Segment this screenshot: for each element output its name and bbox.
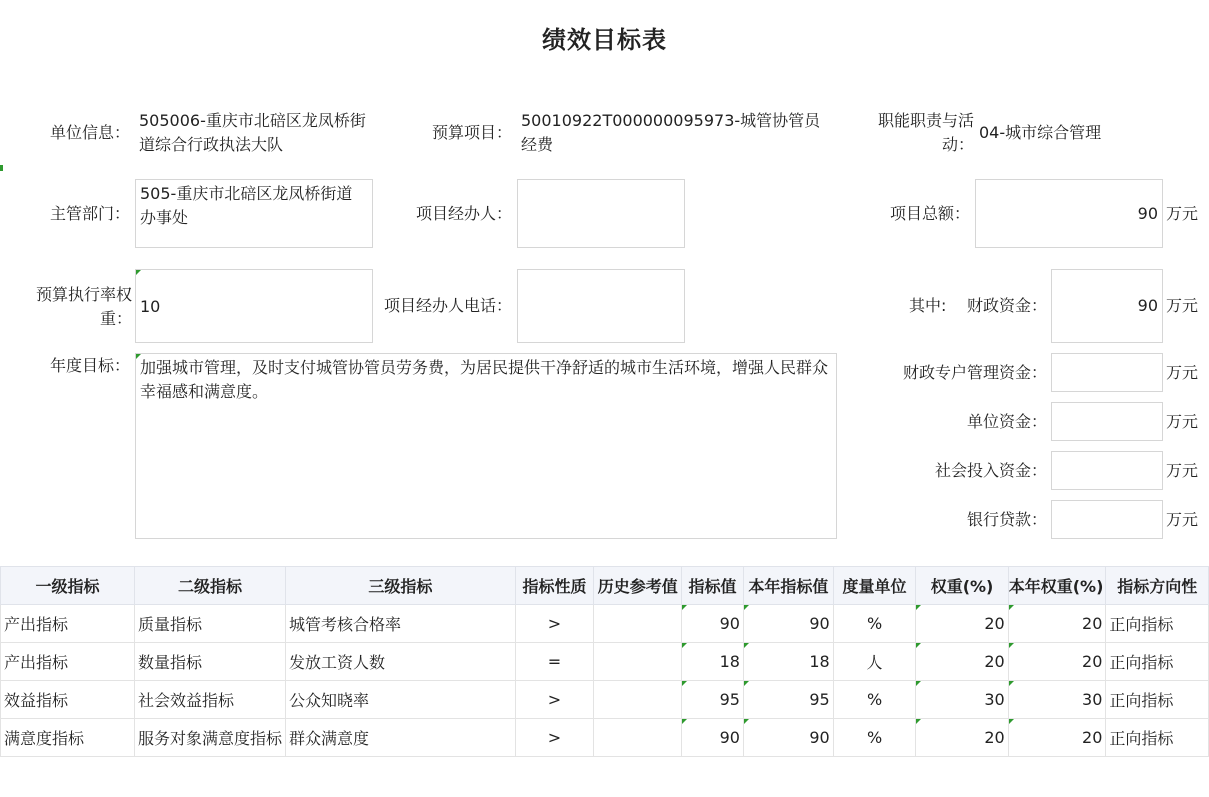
manager-field[interactable] bbox=[517, 179, 685, 248]
cell-level3[interactable]: 公众知晓率 bbox=[286, 681, 516, 719]
exec-rate-label: 预算执行率权重： bbox=[35, 285, 132, 328]
table-row bbox=[1, 681, 1209, 719]
cell-unit[interactable]: % bbox=[833, 605, 916, 643]
cell-nature[interactable]: > bbox=[515, 719, 594, 757]
social-fund-unit: 万元 bbox=[1166, 461, 1199, 480]
cell-history[interactable] bbox=[594, 643, 682, 681]
unit-fund-label: 单位资金： bbox=[966, 412, 1047, 431]
table-row bbox=[1, 719, 1209, 757]
cell-history[interactable] bbox=[594, 719, 682, 757]
cell-weight[interactable]: 20 bbox=[916, 643, 1008, 681]
budget-project-value: 50010922T000000095973-城管协管员经费 bbox=[521, 111, 821, 154]
cell-level3[interactable]: 发放工资人数 bbox=[286, 643, 516, 681]
unit-fund-unit: 万元 bbox=[1166, 412, 1199, 431]
total-field[interactable] bbox=[975, 179, 1163, 248]
social-fund-label: 社会投入资金： bbox=[934, 461, 1047, 480]
annual-goal-label: 年度目标： bbox=[49, 356, 130, 375]
dept-value: 505-重庆市北碚区龙凤桥街道办事处 bbox=[140, 184, 353, 227]
cell-value[interactable]: 18 bbox=[682, 643, 744, 681]
cell-year-value[interactable]: 90 bbox=[743, 605, 833, 643]
cell-level2[interactable]: 质量指标 bbox=[135, 605, 286, 643]
cell-year-value[interactable]: 90 bbox=[743, 719, 833, 757]
cell-level2[interactable]: 社会效益指标 bbox=[135, 681, 286, 719]
header-nature: 指标性质 bbox=[515, 567, 594, 605]
cell-direction[interactable]: 正向指标 bbox=[1106, 719, 1209, 757]
header-direction: 指标方向性 bbox=[1106, 567, 1209, 605]
manager-phone-label: 项目经办人电话： bbox=[383, 296, 512, 315]
special-fund-unit: 万元 bbox=[1166, 363, 1199, 382]
cell-level3[interactable]: 群众满意度 bbox=[286, 719, 516, 757]
table-row bbox=[1, 605, 1209, 643]
cell-unit[interactable]: % bbox=[833, 681, 916, 719]
manager-phone-field[interactable] bbox=[517, 269, 685, 343]
cell-year-weight[interactable]: 20 bbox=[1008, 643, 1106, 681]
header-level1: 一级指标 bbox=[1, 567, 135, 605]
cell-nature[interactable]: > bbox=[515, 605, 594, 643]
total-label: 项目总额： bbox=[889, 204, 970, 223]
header-unit: 度量单位 bbox=[833, 567, 916, 605]
dept-label: 主管部门： bbox=[49, 204, 130, 223]
cell-nature[interactable]: = bbox=[515, 643, 594, 681]
social-fund-field[interactable] bbox=[1051, 451, 1163, 490]
cell-level3[interactable]: 城管考核合格率 bbox=[286, 605, 516, 643]
special-fund-label: 财政专户管理资金： bbox=[902, 363, 1047, 382]
of-which-label: 其中: bbox=[909, 296, 947, 315]
unit-info-value: 505006-重庆市北碚区龙凤桥街道综合行政执法大队 bbox=[139, 111, 366, 154]
cell-value[interactable]: 90 bbox=[682, 719, 744, 757]
annual-goal-field[interactable] bbox=[135, 353, 837, 539]
bank-loan-unit: 万元 bbox=[1166, 510, 1199, 529]
exec-rate-field[interactable] bbox=[135, 269, 373, 343]
cell-direction[interactable]: 正向指标 bbox=[1106, 681, 1209, 719]
header-weight: 权重(%) bbox=[916, 567, 1008, 605]
function-value: 04-城市综合管理 bbox=[979, 123, 1102, 142]
cell-value[interactable]: 95 bbox=[682, 681, 744, 719]
fiscal-label: 财政资金： bbox=[966, 296, 1047, 315]
cell-level1[interactable]: 产出指标 bbox=[1, 605, 135, 643]
cell-year-weight[interactable]: 20 bbox=[1008, 719, 1106, 757]
cell-year-value[interactable]: 95 bbox=[743, 681, 833, 719]
cell-level1[interactable]: 产出指标 bbox=[1, 643, 135, 681]
manager-label: 项目经办人： bbox=[415, 204, 512, 223]
page-title: 绩效目标表 bbox=[542, 26, 667, 54]
header-history: 历史参考值 bbox=[594, 567, 682, 605]
cell-year-value[interactable]: 18 bbox=[743, 643, 833, 681]
table-row bbox=[1, 643, 1209, 681]
cell-nature[interactable]: > bbox=[515, 681, 594, 719]
header-level2: 二级指标 bbox=[135, 567, 286, 605]
cell-level1[interactable]: 满意度指标 bbox=[1, 719, 135, 757]
header-year-value: 本年指标值 bbox=[743, 567, 833, 605]
header-year-weight: 本年权重(%) bbox=[1008, 567, 1106, 605]
cell-value[interactable]: 90 bbox=[682, 605, 744, 643]
cell-direction[interactable]: 正向指标 bbox=[1106, 643, 1209, 681]
cell-weight[interactable]: 20 bbox=[916, 719, 1008, 757]
exec-rate-value: 10 bbox=[140, 297, 161, 316]
dept-field[interactable] bbox=[135, 179, 373, 248]
cell-year-weight[interactable]: 30 bbox=[1008, 681, 1106, 719]
indicator-table bbox=[0, 566, 1209, 757]
cell-unit[interactable]: 人 bbox=[833, 643, 916, 681]
unit-info-label: 单位信息： bbox=[49, 123, 130, 142]
cell-level1[interactable]: 效益指标 bbox=[1, 681, 135, 719]
total-unit: 万元 bbox=[1166, 204, 1199, 223]
cell-level2[interactable]: 数量指标 bbox=[135, 643, 286, 681]
header-level3: 三级指标 bbox=[286, 567, 516, 605]
annual-goal-value: 加强城市管理，及时支付城管协管员劳务费，为居民提供干净舒适的城市生活环境，增强人民群众幸福感和满意度。 bbox=[140, 358, 829, 401]
bank-loan-field[interactable] bbox=[1051, 500, 1163, 539]
header-value: 指标值 bbox=[682, 567, 744, 605]
cell-history[interactable] bbox=[594, 681, 682, 719]
cell-unit[interactable]: % bbox=[833, 719, 916, 757]
fiscal-unit: 万元 bbox=[1166, 296, 1199, 315]
fiscal-value: 90 bbox=[1137, 296, 1158, 315]
bank-loan-label: 银行贷款： bbox=[966, 510, 1047, 529]
total-value: 90 bbox=[1137, 204, 1158, 223]
cell-direction[interactable]: 正向指标 bbox=[1106, 605, 1209, 643]
cell-level2[interactable]: 服务对象满意度指标 bbox=[135, 719, 286, 757]
special-fund-field[interactable] bbox=[1051, 353, 1163, 392]
table-header-row bbox=[1, 567, 1209, 605]
cell-marker bbox=[0, 165, 3, 171]
fiscal-field[interactable] bbox=[1051, 269, 1163, 343]
cell-year-weight[interactable]: 20 bbox=[1008, 605, 1106, 643]
function-label: 职能职责与活动： bbox=[877, 111, 974, 154]
cell-weight[interactable]: 20 bbox=[916, 605, 1008, 643]
cell-weight[interactable]: 30 bbox=[916, 681, 1008, 719]
unit-fund-field[interactable] bbox=[1051, 402, 1163, 441]
cell-history[interactable] bbox=[594, 605, 682, 643]
budget-project-label: 预算项目： bbox=[431, 123, 512, 142]
